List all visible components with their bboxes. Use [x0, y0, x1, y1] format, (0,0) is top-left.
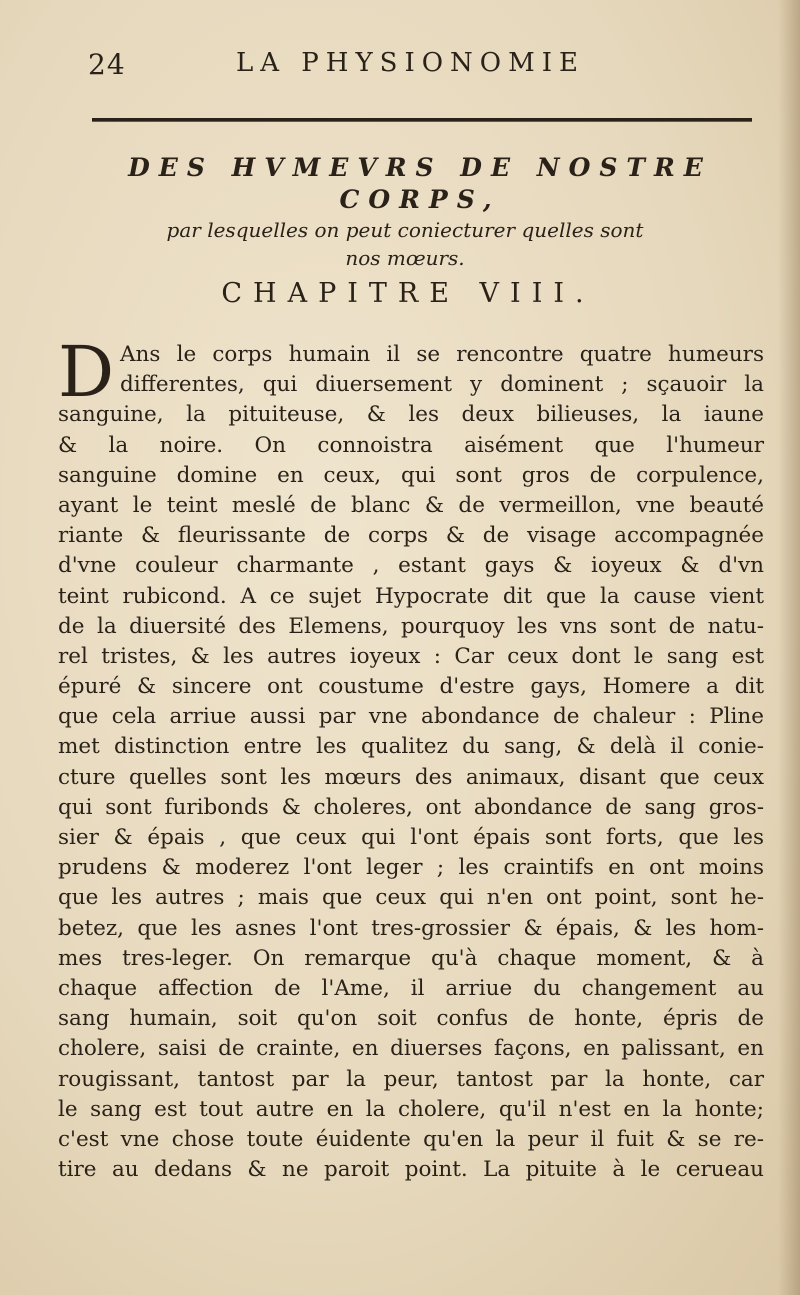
body-line: met distinction entre les qualitez du sang, & delà il conie- [58, 734, 764, 760]
body-line: rel tristes, & les autres ioyeux : Car ceux dont le sang est [58, 643, 764, 669]
body-line: qui sont furibonds & choleres, ont abondance de sang gros- [58, 794, 764, 820]
body-line: mes tres-leger. On remarque qu'à chaque moment, & à [58, 945, 764, 971]
body-line: sier & épais , que ceux qui l'ont épais sont forts, que les [58, 825, 764, 850]
section-heading-line-2: par lesquelles on peut coniecturer quelles sont [166, 218, 644, 242]
body-line: tire au dedans & ne paroit point. La pituite à le cerueau [58, 1157, 764, 1183]
running-title: LA PHYSIONOMIE [236, 48, 585, 78]
body-line: de la diuersité des Elemens, pourquoy les vns sont de natu- [58, 613, 764, 639]
body-line: betez, que les asnes l'ont tres-grossier & épais, & les hom- [58, 915, 764, 941]
section-heading [70, 152, 770, 272]
body-line: rougissant, tantost par la peur, tantost par la honte, car [58, 1066, 764, 1092]
body-line: sang humain, soit qu'on soit confus de honte, épris de [58, 1006, 764, 1032]
running-head [88, 48, 728, 84]
body-line: prudens & moderez l'ont leger ; les craintifs en ont moins [58, 855, 764, 881]
body-line: épuré & sincere ont coustume d'estre gays, Homere a dit [58, 674, 764, 700]
page-edge-shadow [778, 0, 800, 1295]
body-line: cture quelles sont les mœurs des animaux, disant que ceux [58, 764, 764, 790]
header-rule [92, 118, 752, 122]
body-line: differentes, qui diuersement y dominent ; sçauoir la [120, 372, 764, 398]
body-line: que les autres ; mais que ceux qui n'en ont point, sont he- [58, 885, 764, 911]
body-line: ayant le teint meslé de blanc & de vermeillon, vne beauté [58, 492, 764, 518]
body-line: d'vne couleur charmante , estant gays & ioyeux & d'vn [58, 553, 764, 579]
body-text [58, 331, 764, 1185]
body-line: que cela arriue aussi par vne abondance de chaleur : Pline [58, 704, 764, 730]
section-heading-line-3: nos mœurs. [345, 246, 465, 270]
page-number: 24 [88, 48, 126, 81]
body-line: sanguine, la pituiteuse, & les deux bilieuses, la iaune [58, 402, 764, 428]
section-heading-line-1: DES HVMEVRS DE NOSTRE CORPS, [128, 153, 712, 214]
body-line: sanguine domine en ceux, qui sont gros de corpulence, [58, 462, 764, 488]
body-line: Ans le corps humain il se rencontre quatre humeurs [120, 342, 764, 367]
body-line: c'est vne chose toute éuidente qu'en la peur il fuit & se re- [58, 1126, 764, 1152]
body-line: & la noire. On connoistra aisément que l'humeur [58, 432, 764, 458]
chapter-title: CHAPITRE VIII. [221, 278, 595, 309]
drop-cap: D [58, 331, 115, 413]
body-line: riante & fleurissante de corps & de visage accompagnée [58, 523, 764, 549]
body-line: chaque affection de l'Ame, il arriue du changement au [58, 975, 764, 1001]
body-line: cholere, saisi de crainte, en diuerses façons, en palissant, en [58, 1036, 764, 1062]
body-line: le sang est tout autre en la cholere, qu'il n'est en la honte; [58, 1096, 764, 1122]
body-line: teint rubicond. A ce sujet Hypocrate dit que la cause vient [58, 583, 764, 609]
